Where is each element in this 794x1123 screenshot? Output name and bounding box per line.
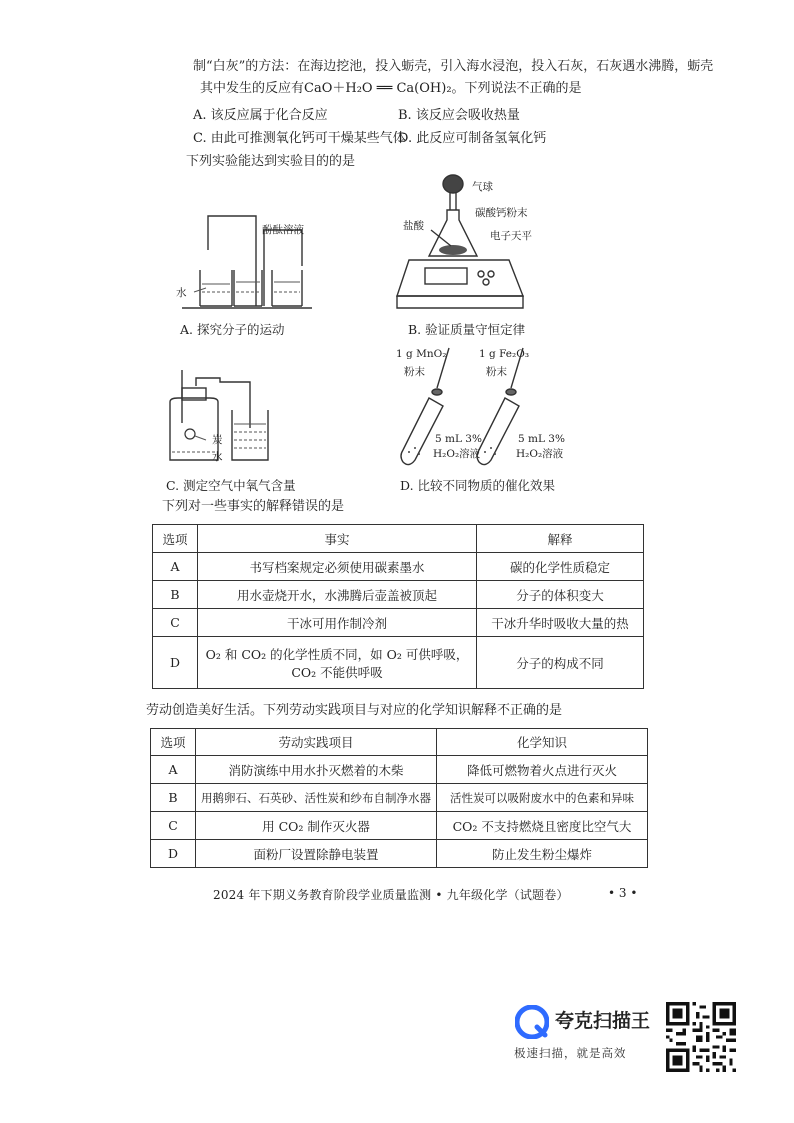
watermark-subtitle: 极速扫描，就是高效 [514, 1046, 627, 1060]
caption-d: D. 比较不同物质的催化效果 [400, 478, 556, 493]
option-b: B. 该反应会吸收热量 [398, 108, 520, 123]
row-option: B [153, 581, 198, 609]
row-fact: 干冰可用作制冷剂 [198, 609, 477, 637]
label-water-c: 水 [212, 451, 223, 463]
table-row [151, 784, 648, 812]
label-balloon: 气球 [472, 181, 493, 193]
scanner-logo-icon [515, 1005, 549, 1039]
table-row [153, 553, 644, 581]
row-fact: 用水壶烧开水，水沸腾后壶盖被顶起 [198, 581, 477, 609]
caption-c: C. 测定空气中氧气含量 [166, 478, 296, 493]
facts-header-option: 选项 [153, 525, 198, 553]
labor-header-knowledge: 化学知识 [437, 729, 648, 756]
labor-question-prompt: 劳动创造美好生活。下列劳动实践项目与对应的化学知识解释不正确的是 [146, 703, 563, 718]
row-explanation: 分子的体积变大 [477, 581, 644, 609]
table-row [153, 581, 644, 609]
label-carbon: 炭 [212, 434, 223, 446]
row-item: 面粉厂设置除静电装置 [196, 840, 437, 868]
row-knowledge: 降低可燃物着火点进行灭火 [437, 756, 648, 784]
page-footer: 2024 年下期义务教育阶段学业质量监测 • 九年级化学（试题卷） [213, 888, 569, 902]
facts-header-fact: 事实 [198, 525, 477, 553]
row-option: D [151, 840, 196, 868]
row-item: 用 CO₂ 制作灭火器 [196, 812, 437, 840]
row-option: D [153, 637, 198, 689]
table-row [153, 637, 644, 689]
row-explanation: 碳的化学性质稳定 [477, 553, 644, 581]
labor-header-option: 选项 [151, 729, 196, 756]
table-row [153, 609, 644, 637]
label-phenolphthalein: 酚酞溶液 [262, 224, 304, 236]
row-explanation: 干冰升华时吸收大量的热 [477, 609, 644, 637]
row-knowledge: CO₂ 不支持燃烧且密度比空气大 [437, 812, 648, 840]
row-fact: 书写档案规定必须使用碳素墨水 [198, 553, 477, 581]
label-fe2o3-powder: 粉末 [486, 366, 507, 378]
next-question: 下列实验能达到实验目的的是 [186, 154, 356, 169]
caption-b: B. 验证质量守恒定律 [408, 322, 526, 337]
option-a: A. 该反应属于化合反应 [193, 108, 328, 123]
row-option: B [151, 784, 196, 812]
option-c: C. 由此可推测氧化钙可干燥某些气体 [193, 131, 406, 146]
label-mno2-powder: 粉末 [404, 366, 425, 378]
watermark-title: 夸克扫描王 [555, 1010, 651, 1032]
table-row [151, 840, 648, 868]
row-option: A [151, 756, 196, 784]
row-option: C [153, 609, 198, 637]
label-h2o2-solution-2: H₂O₂溶液 [516, 448, 564, 460]
labor-header-item: 劳动实践项目 [196, 729, 437, 756]
table-row [151, 812, 648, 840]
row-explanation: 分子的构成不同 [477, 637, 644, 689]
row-fact-line-1: O₂ 和 CO₂ 的化学性质不同，如 O₂ 可供呼吸， [205, 646, 469, 662]
row-option: C [151, 812, 196, 840]
row-fact [198, 637, 477, 689]
qr-code-icon[interactable] [666, 1002, 736, 1072]
row-item: 消防演练中用水扑灭燃着的木柴 [196, 756, 437, 784]
experiment-c-diagram [160, 368, 300, 468]
row-item: 用鹅卵石、石英砂、活性炭和纱布自制净水器 [196, 784, 437, 812]
label-mno2: 1 g MnO₂ [396, 348, 447, 360]
page-number: • 3 • [608, 886, 638, 900]
table-row [151, 756, 648, 784]
facts-header-explanation: 解释 [477, 525, 644, 553]
facts-table [152, 524, 644, 689]
label-h2o2-volume-2: 5 mL 3% [518, 433, 565, 445]
label-fe2o3: 1 g Fe₂O₃ [479, 348, 530, 360]
intro-line-2: 其中发生的反应有CaO＋H₂O ══ Ca(OH)₂。下列说法不正确的是 [200, 81, 582, 96]
option-d: D. 此反应可制备氢氧化钙 [398, 131, 547, 146]
label-h2o2-volume-1: 5 mL 3% [435, 433, 482, 445]
row-knowledge: 活性炭可以吸附废水中的色素和异味 [437, 784, 648, 812]
row-option: A [153, 553, 198, 581]
caption-a: A. 探究分子的运动 [180, 322, 285, 337]
label-calcium-carbonate: 碳酸钙粉末 [475, 207, 528, 219]
label-hydrochloric-acid: 盐酸 [403, 220, 424, 232]
row-fact-line-2: CO₂ 不能供呼吸 [291, 664, 383, 680]
labor-table [150, 728, 648, 868]
intro-line-1: 制“白灰”的方法：在海边挖池，投入蛎壳，引入海水浸泡，投入石灰，石灰遇水沸腾，蛎壳 [193, 59, 714, 74]
label-h2o2-solution-1: H₂O₂溶液 [433, 448, 481, 460]
row-knowledge: 防止发生粉尘爆炸 [437, 840, 648, 868]
label-water-a: 水 [176, 287, 187, 299]
label-electronic-balance: 电子天平 [490, 230, 532, 242]
facts-question-prompt: 下列对一些事实的解释错误的是 [162, 499, 345, 514]
